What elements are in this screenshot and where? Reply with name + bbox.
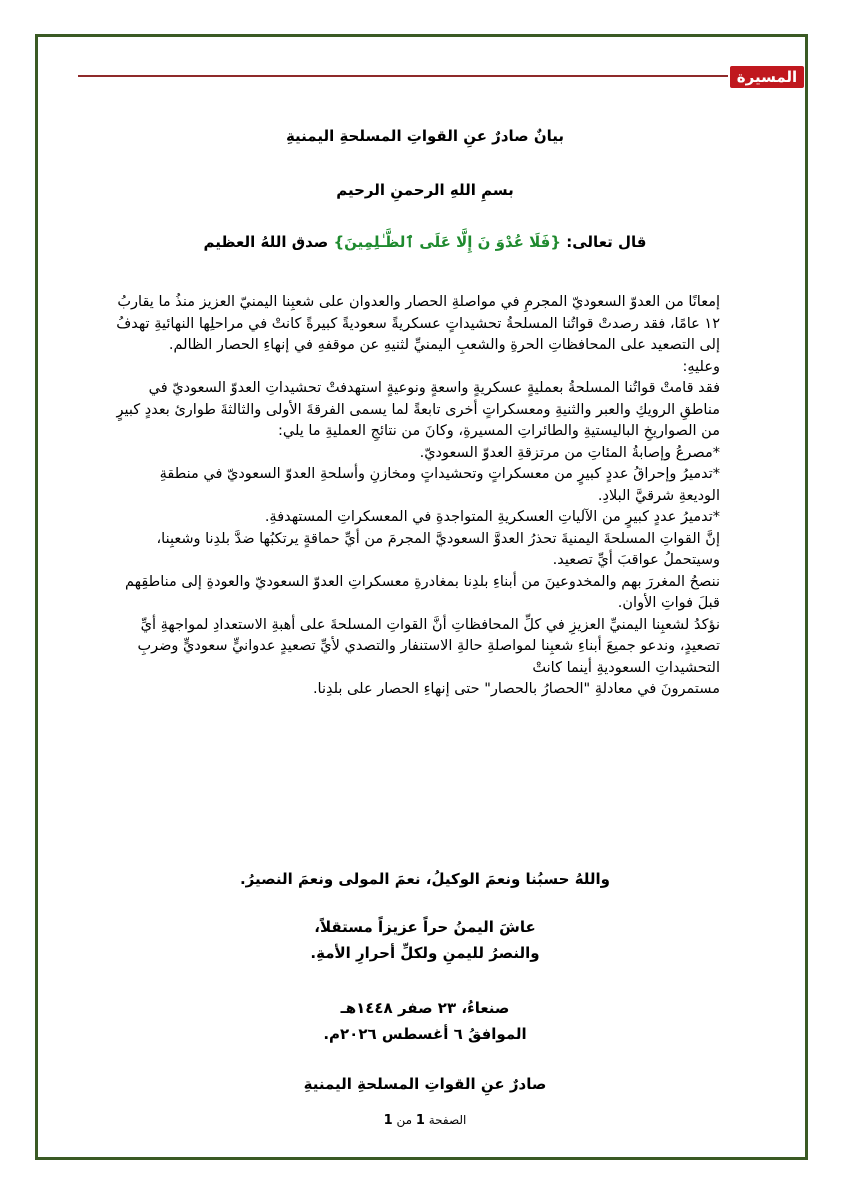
- quote-prefix: قال تعالى:: [561, 233, 647, 251]
- statement-title: بيانٌ صادرٌ عنِ القواتِ المسلحةِ اليمنيةِ: [285, 127, 565, 145]
- body-bullet: *تدميرُ عددٍ كبيرٍ من الآلياتِ العسكريةِ المتواجدةِ في المعسكراتِ المستهدفةِ.: [264, 509, 720, 525]
- date-gregorian: الموافقُ ٦ أغسطس ٢٠٢٦م.: [323, 1025, 527, 1043]
- body-paragraph: إنَّ القواتِ المسلحةَ اليمنيةَ تحذرُ العدوَّ السعوديَّ المجرمَ من أيِّ حماقةٍ يرتكبُها ضدَّ بلدِنا وشعبِنا، وسيتحملُ عواقبَ أيِّ تصعيد.: [156, 530, 720, 568]
- page-number-prefix: الصفحة: [424, 1113, 467, 1127]
- body-paragraph: فقد قامتْ قواتُنا المسلحةُ بعمليةٍ عسكريةٍ واسعةٍ ونوعيةٍ استهدفتْ تحشيداتِ العدوّ السعوديّ في مناطقِ الرويكِ والعبر والثنيةِ ومعسكراتٍ أخرى تابعةً لما يسمى الفرقةَ الأولى والثالثةَ طوارئ بعددٍ كبيرٍ من الصواريخِ الباليستيةِ والطائراتِ المسيرةِ، وكانَ من نتائجِ العمليةِ ما يلي:: [116, 380, 720, 439]
- page-number-total: 1: [383, 1113, 393, 1128]
- body-bullet: *تدميرُ وإحراقُ عددٍ كبيرٍ من معسكراتٍ وتحشيداتٍ ومخازنِ وأسلحةِ العدوّ السعوديّ في منطقةِ الوديعةِ شرقيَّ البلادِ.: [159, 466, 720, 504]
- date-hijri: صنعاءُ، ٢٣ صفر ١٤٤٨هـ: [340, 999, 510, 1017]
- slogan-line: عاشَ اليمنُ حراً عزيزاً مستقلاً،: [314, 918, 536, 936]
- body-paragraph: ننصحُ المغررَ بهم والمخدوعينَ من أبناءِ بلدِنا بمغادرةِ معسكراتِ العدوّ السعوديّ والعودةِ إلى مناطقِهم قبلَ فواتِ الأوان.: [124, 573, 720, 611]
- quote-suffix: صدق اللهُ العظيم: [203, 233, 334, 251]
- body-paragraph: نؤكدُ لشعبِنا اليمنيِّ العزيزِ في كلِّ المحافظاتِ أنَّ القواتِ المسلحةَ على أهبةِ الاستعدادِ لمواجهةِ أيِّ تصعيدٍ، وندعو جميعَ أبناءِ شعبِنا لمواصلةِ حالةِ الاستنفار والتصدي لأيِّ تصعيدٍ عدوانيٍّ سعوديٍّ وضربِ التحشيداتِ السعوديةِ أينما كانتْ: [137, 616, 720, 676]
- quote-verse: {فَلَا عُدْوَ نَ إِلَّا عَلَى ٱلظَّـٰلِمِينَ}: [333, 233, 562, 251]
- page-number: [300, 1113, 550, 1128]
- slogan-line: والنصرُ لليمنِ ولكلِّ أحرارِ الأمةِ.: [310, 944, 540, 962]
- header-divider: [78, 75, 728, 77]
- body-bullet: *مصرعُ وإصابةُ المئاتِ من مرتزقةِ العدوّ السعوديّ.: [419, 444, 720, 461]
- basmala: بسمِ اللهِ الرحمنِ الرحيم: [336, 181, 514, 199]
- closing-issuer: صادرٌ عنِ القواتِ المسلحةِ اليمنيةِ: [303, 1075, 547, 1093]
- page-number-current: 1: [415, 1113, 425, 1128]
- closing-dua: واللهُ حسبُنا ونعمَ الوكيلُ، نعمَ المولى ونعمَ النصيرُ.: [239, 870, 611, 888]
- closing-slogan: [80, 914, 770, 966]
- page-number-middle: من: [392, 1113, 416, 1127]
- body-paragraph: إمعانًا من العدوّ السعوديّ المجرمِ في مواصلةِ الحصار والعدوان على شعبِنا اليمنيّ العزيز منذُ ما يقاربُ ١٢ عامًا، فقد رصدتْ قواتُنا المسلحةُ تحشيداتٍ عسكريةً سعوديةً كبيرةً كانتْ في مراحلِها النهائيةِ تهدفُ إلى التصعيد على المحافظاتِ الحرةِ والشعبِ اليمنيِّ لثنيهِ عن موقفهِ في إنهاءِ الحصار الظالم.: [116, 294, 720, 353]
- body-paragraph: مستمرونَ في معادلةِ "الحصارُ بالحصار" حتى إنهاءِ الحصار على بلدِنا.: [312, 681, 720, 697]
- quran-quote: [80, 233, 770, 251]
- closing-date: [80, 995, 770, 1047]
- almasirah-logo: المسيرة: [730, 66, 804, 88]
- body-paragraph: وعليهِ:: [682, 358, 720, 375]
- statement-body: [115, 292, 720, 701]
